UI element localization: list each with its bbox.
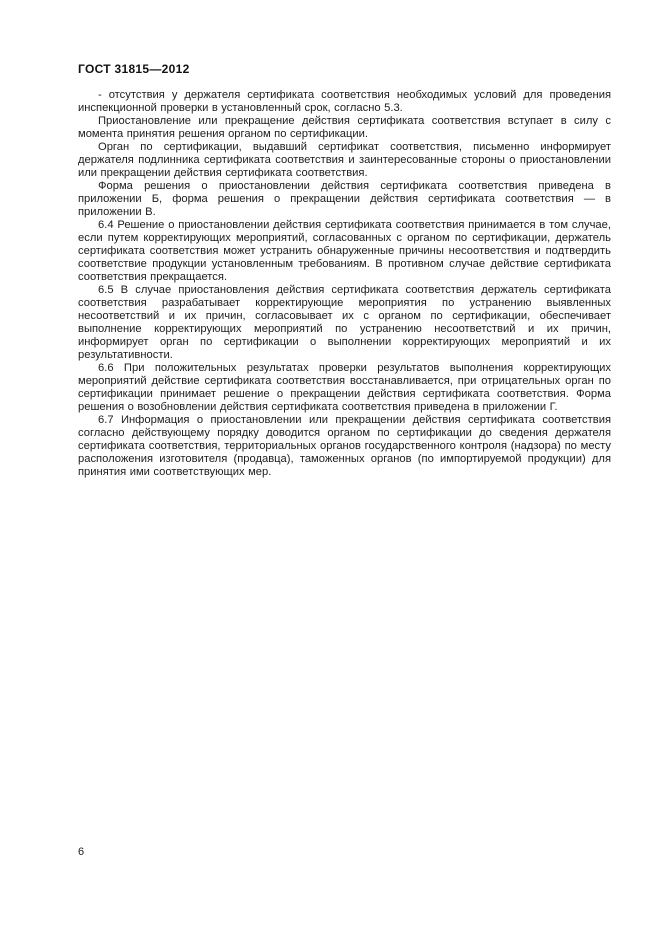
paragraph: - отсутствия у держателя сертификата соответствия необходимых условий для проведения инспекционной проверки в установленный срок, согласно 5.3. — [78, 89, 611, 114]
page-number: 6 — [78, 846, 85, 858]
paragraph: Приостановление или прекращение действия сертификата соответствия вступает в силу с момента принятия решения органом по сертификации. — [78, 115, 611, 140]
paragraph: Орган по сертификации, выдавший сертификат соответствия, письменно информирует держателя подлинника сертификата соответствия и заинтересованные стороны о приостановлении или прекращении действия сертификата соответствия. — [78, 141, 611, 179]
paragraph: 6.7 Информация о приостановлении или прекращении действия сертификата соответствия согласно действующему порядку доводится органом по сертификации до сведения держателя сертификата соответствия, территориальных органов государственного контроля (надзора) по месту расположения изготовителя (продавца), таможенных органов (по импортируемой продукции) для принятия ими соответствующих мер. — [78, 414, 611, 478]
paragraph: Форма решения о приостановлении действия сертификата соответствия приведена в приложении Б, форма решения о прекращении действия сертификата соответствия — в приложении В. — [78, 180, 611, 218]
document-body — [78, 89, 611, 479]
paragraph: 6.4 Решение о приостановлении действия сертификата соответствия принимается в том случае, если путем корректирующих мероприятий, согласованных с органом по сертификации, держатель сертификата соответствия может устранить обнаруженные причины несоответствия и подтвердить соответствие продукции установленным требованиям. В противном случае действие сертификата соответствия прекращается. — [78, 219, 611, 283]
paragraph: 6.5 В случае приостановления действия сертификата соответствия держатель сертификата соответствия разрабатывает корректирующие мероприятия по устранению выявленных несоответствий и их причин, согласовывает их с органом по сертификации, обеспечивает выполнение корректирующих мероприятий по устранению несоответствий и их причин, информирует орган по сертификации о выполнении корректирующих мероприятий и их результативности. — [78, 284, 611, 361]
running-header: ГОСТ 31815—2012 — [78, 62, 190, 76]
paragraph: 6.6 При положительных результатах проверки результатов выполнения корректирующих мероприятий действие сертификата соответствия восстанавливается, при отрицательных орган по сертификации принимает решение о прекращении действия сертификата соответствия. Форма решения о возобновлении действия сертификата соответствия приведена в приложении Г. — [78, 362, 611, 413]
